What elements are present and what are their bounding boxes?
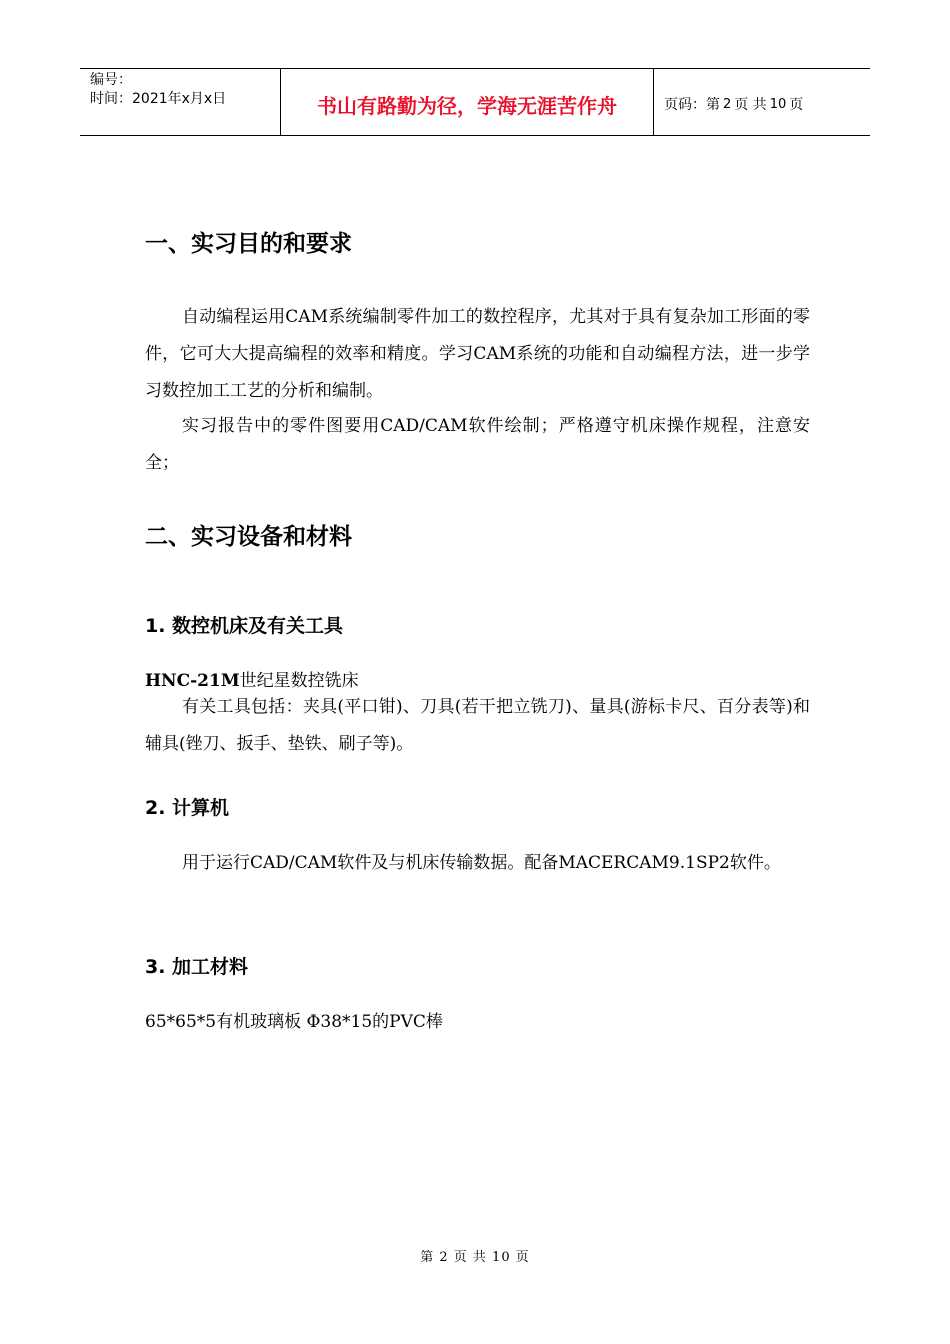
machine-name: 世纪星数控铣床 [239,671,359,691]
page-footer: 第 2 页 共 10 页 [420,1250,530,1265]
machine-model: HNC-21M [145,671,240,691]
header-date-label: 时间：2021年x月x日 [90,91,227,107]
materials-paragraph: 65*65*5有机玻璃板 Φ38*15的PVC棒 [145,1012,443,1032]
header-page-suffix: 页 [789,97,804,113]
header-motto: 书山有路勤为径，学海无涯苦作舟 [317,93,617,118]
tools-paragraph: 有关工具包括：夹具(平口钳)、刀具(若干把立铣刀)、量具(游标卡尺、百分表等)和辅具(锉刀、扳手、垫铁、刷子等)。 [145,697,810,754]
header-motto-cell [281,69,654,135]
header-number-label: 编号： [90,72,132,88]
section-1-paragraph-2: 实习报告中的零件图要用CAD/CAM软件绘制；严格遵守机床操作规程，注意安全； [145,416,810,473]
header-page-mid: 页 共 [734,97,767,113]
header-page-current: 2 [723,96,732,112]
computer-paragraph: 用于运行CAD/CAM软件及与机床传输数据。配备MACERCAM9.1SP2软件。 [182,853,781,873]
subsection-2-title: 2. 计算机 [145,797,230,819]
header-table [80,68,870,136]
section-2-title: 二、实习设备和材料 [145,524,352,550]
header-page-label: 页码：第 [664,97,720,113]
section-1-paragraph-1: 自动编程运用CAM系统编制零件加工的数控程序，尤其对于具有复杂加工形面的零件，它可大大提高编程的效率和精度。学习CAM系统的功能和自动编程方法，进一步学习数控加工工艺的分析和编制。 [145,307,810,401]
section-1-title: 一、实习目的和要求 [145,231,352,257]
header-page-cell [654,69,870,135]
subsection-3-title: 3. 加工材料 [145,956,249,978]
subsection-1-title: 1. 数控机床及有关工具 [145,615,344,637]
header-info-cell [80,69,281,135]
header-page-total: 10 [769,96,787,112]
